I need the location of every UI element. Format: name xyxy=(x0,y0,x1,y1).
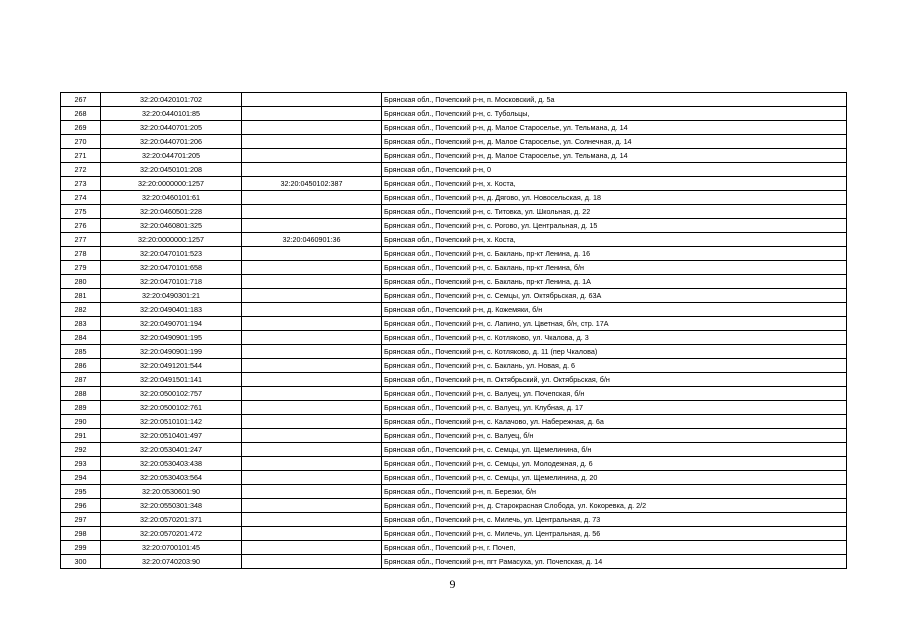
row-number-cell: 281 xyxy=(61,289,101,303)
linked-cadastral-number-cell xyxy=(242,345,382,359)
address-cell: Брянская обл., Почепский р-н, х. Коста, xyxy=(382,233,847,247)
address-cell: Брянская обл., Почепский р-н, с. Баклань, пр-кт Ленина, б/н xyxy=(382,261,847,275)
address-cell: Брянская обл., Почепский р-н, п. Березки, б/н xyxy=(382,485,847,499)
linked-cadastral-number-cell xyxy=(242,149,382,163)
table-row xyxy=(61,541,847,555)
cadastral-number-cell: 32:20:0440101:85 xyxy=(101,107,242,121)
table-row xyxy=(61,359,847,373)
row-number-cell: 288 xyxy=(61,387,101,401)
linked-cadastral-number-cell xyxy=(242,317,382,331)
row-number-cell: 268 xyxy=(61,107,101,121)
registry-table xyxy=(60,92,847,569)
row-number-cell: 292 xyxy=(61,443,101,457)
address-cell: Брянская обл., Почепский р-н, с. Баклань, пр-кт Ленина, д. 1А xyxy=(382,275,847,289)
address-cell: Брянская обл., Почепский р-н, д. Малое Староселье, ул. Тельмана, д. 14 xyxy=(382,149,847,163)
linked-cadastral-number-cell xyxy=(242,205,382,219)
row-number-cell: 285 xyxy=(61,345,101,359)
cadastral-number-cell: 32:20:0490701:194 xyxy=(101,317,242,331)
linked-cadastral-number-cell: 32:20:0450102:387 xyxy=(242,177,382,191)
table-row xyxy=(61,261,847,275)
address-cell: Брянская обл., Почепский р-н, с. Семцы, ул. Октябрьская, д. 63А xyxy=(382,289,847,303)
cadastral-number-cell: 32:20:0000000:1257 xyxy=(101,177,242,191)
linked-cadastral-number-cell xyxy=(242,527,382,541)
address-cell: Брянская обл., Почепский р-н, с. Тубольцы, xyxy=(382,107,847,121)
address-cell: Брянская обл., Почепский р-н, д. Дягово, ул. Новосельская, д. 18 xyxy=(382,191,847,205)
table-row xyxy=(61,513,847,527)
row-number-cell: 267 xyxy=(61,93,101,107)
linked-cadastral-number-cell xyxy=(242,401,382,415)
address-cell: Брянская обл., Почепский р-н, г. Почеп, xyxy=(382,541,847,555)
table-row xyxy=(61,457,847,471)
linked-cadastral-number-cell xyxy=(242,457,382,471)
table-row xyxy=(61,373,847,387)
linked-cadastral-number-cell xyxy=(242,121,382,135)
row-number-cell: 291 xyxy=(61,429,101,443)
address-cell: Брянская обл., Почепский р-н, с. Валуец, б/н xyxy=(382,429,847,443)
row-number-cell: 274 xyxy=(61,191,101,205)
linked-cadastral-number-cell xyxy=(242,541,382,555)
linked-cadastral-number-cell xyxy=(242,499,382,513)
row-number-cell: 271 xyxy=(61,149,101,163)
row-number-cell: 295 xyxy=(61,485,101,499)
linked-cadastral-number-cell xyxy=(242,429,382,443)
cadastral-number-cell: 32:20:0500102:757 xyxy=(101,387,242,401)
table-row xyxy=(61,415,847,429)
table-row xyxy=(61,499,847,513)
linked-cadastral-number-cell xyxy=(242,261,382,275)
linked-cadastral-number-cell xyxy=(242,359,382,373)
row-number-cell: 298 xyxy=(61,527,101,541)
row-number-cell: 284 xyxy=(61,331,101,345)
cadastral-number-cell: 32:20:0530401:247 xyxy=(101,443,242,457)
table-row xyxy=(61,275,847,289)
table-row xyxy=(61,443,847,457)
registry-table-body xyxy=(61,93,847,569)
row-number-cell: 286 xyxy=(61,359,101,373)
row-number-cell: 277 xyxy=(61,233,101,247)
address-cell: Брянская обл., Почепский р-н, с. Лапино, ул. Цветная, б/н, стр. 17А xyxy=(382,317,847,331)
table-row xyxy=(61,471,847,485)
address-cell: Брянская обл., Почепский р-н, д. Старокрасная Слобода, ул. Кокоревка, д. 2/2 xyxy=(382,499,847,513)
cadastral-number-cell: 32:20:0420101:702 xyxy=(101,93,242,107)
address-cell: Брянская обл., Почепский р-н, п. Октябрьский, ул. Октябрьская, б/н xyxy=(382,373,847,387)
row-number-cell: 296 xyxy=(61,499,101,513)
linked-cadastral-number-cell xyxy=(242,443,382,457)
row-number-cell: 278 xyxy=(61,247,101,261)
cadastral-number-cell: 32:20:0491201:544 xyxy=(101,359,242,373)
cadastral-number-cell: 32:20:0490401:183 xyxy=(101,303,242,317)
table-row xyxy=(61,401,847,415)
cadastral-number-cell: 32:20:0470101:658 xyxy=(101,261,242,275)
row-number-cell: 299 xyxy=(61,541,101,555)
table-row xyxy=(61,233,847,247)
table-row xyxy=(61,317,847,331)
row-number-cell: 282 xyxy=(61,303,101,317)
row-number-cell: 272 xyxy=(61,163,101,177)
address-cell: Брянская обл., Почепский р-н, с. Рогово, ул. Центральная, д. 15 xyxy=(382,219,847,233)
table-row xyxy=(61,555,847,569)
cadastral-number-cell: 32:20:0470101:718 xyxy=(101,275,242,289)
address-cell: Брянская обл., Почепский р-н, пгт Рамасуха, ул. Почепская, д. 14 xyxy=(382,555,847,569)
cadastral-number-cell: 32:20:0440701:206 xyxy=(101,135,242,149)
address-cell: Брянская обл., Почепский р-н, с. Семцы, ул. Молодежная, д. 6 xyxy=(382,457,847,471)
cadastral-number-cell: 32:20:0490901:199 xyxy=(101,345,242,359)
table-row xyxy=(61,247,847,261)
row-number-cell: 276 xyxy=(61,219,101,233)
linked-cadastral-number-cell xyxy=(242,303,382,317)
linked-cadastral-number-cell xyxy=(242,331,382,345)
cadastral-number-cell: 32:20:0000000:1257 xyxy=(101,233,242,247)
linked-cadastral-number-cell xyxy=(242,289,382,303)
page-number: 9 xyxy=(449,577,456,591)
table-row xyxy=(61,303,847,317)
linked-cadastral-number-cell xyxy=(242,247,382,261)
linked-cadastral-number-cell xyxy=(242,93,382,107)
linked-cadastral-number-cell: 32:20:0460901:36 xyxy=(242,233,382,247)
table-row xyxy=(61,107,847,121)
cadastral-number-cell: 32:20:0740203:90 xyxy=(101,555,242,569)
table-row xyxy=(61,135,847,149)
row-number-cell: 270 xyxy=(61,135,101,149)
row-number-cell: 294 xyxy=(61,471,101,485)
table-row xyxy=(61,289,847,303)
linked-cadastral-number-cell xyxy=(242,191,382,205)
linked-cadastral-number-cell xyxy=(242,135,382,149)
table-row xyxy=(61,527,847,541)
linked-cadastral-number-cell xyxy=(242,471,382,485)
table-row xyxy=(61,149,847,163)
linked-cadastral-number-cell xyxy=(242,555,382,569)
table-row xyxy=(61,205,847,219)
row-number-cell: 273 xyxy=(61,177,101,191)
address-cell: Брянская обл., Почепский р-н, с. Милечь, ул. Центральная, д. 73 xyxy=(382,513,847,527)
table-row xyxy=(61,177,847,191)
table-row xyxy=(61,163,847,177)
cadastral-number-cell: 32:20:0570201:371 xyxy=(101,513,242,527)
cadastral-number-cell: 32:20:0500102:761 xyxy=(101,401,242,415)
cadastral-number-cell: 32:20:0460501:228 xyxy=(101,205,242,219)
table-row xyxy=(61,345,847,359)
row-number-cell: 300 xyxy=(61,555,101,569)
linked-cadastral-number-cell xyxy=(242,485,382,499)
cadastral-number-cell: 32:20:0510101:142 xyxy=(101,415,242,429)
address-cell: Брянская обл., Почепский р-н, х. Коста, xyxy=(382,177,847,191)
address-cell: Брянская обл., Почепский р-н, с. Котляково, ул. Чкалова, д. 3 xyxy=(382,331,847,345)
table-row xyxy=(61,219,847,233)
address-cell: Брянская обл., Почепский р-н, с. Валуец, ул. Клубная, д. 17 xyxy=(382,401,847,415)
cadastral-number-cell: 32:20:0491501:141 xyxy=(101,373,242,387)
linked-cadastral-number-cell xyxy=(242,163,382,177)
cadastral-number-cell: 32:20:0530601:90 xyxy=(101,485,242,499)
table-row xyxy=(61,429,847,443)
linked-cadastral-number-cell xyxy=(242,373,382,387)
cadastral-number-cell: 32:20:0490901:195 xyxy=(101,331,242,345)
row-number-cell: 269 xyxy=(61,121,101,135)
cadastral-number-cell: 32:20:0530403:438 xyxy=(101,457,242,471)
cadastral-number-cell: 32:20:0530403:564 xyxy=(101,471,242,485)
row-number-cell: 293 xyxy=(61,457,101,471)
linked-cadastral-number-cell xyxy=(242,219,382,233)
address-cell: Брянская обл., Почепский р-н, 0 xyxy=(382,163,847,177)
address-cell: Брянская обл., Почепский р-н, с. Семцы, ул. Щемелинина, д. 20 xyxy=(382,471,847,485)
row-number-cell: 283 xyxy=(61,317,101,331)
address-cell: Брянская обл., Почепский р-н, с. Баклань, ул. Новая, д. 6 xyxy=(382,359,847,373)
cadastral-number-cell: 32:20:0460101:61 xyxy=(101,191,242,205)
linked-cadastral-number-cell xyxy=(242,107,382,121)
linked-cadastral-number-cell xyxy=(242,415,382,429)
address-cell: Брянская обл., Почепский р-н, с. Титовка, ул. Школьная, д. 22 xyxy=(382,205,847,219)
cadastral-number-cell: 32:20:0490301:21 xyxy=(101,289,242,303)
cadastral-number-cell: 32:20:0570201:472 xyxy=(101,527,242,541)
table-row xyxy=(61,191,847,205)
cadastral-number-cell: 32:20:0470101:523 xyxy=(101,247,242,261)
row-number-cell: 280 xyxy=(61,275,101,289)
table-row xyxy=(61,331,847,345)
table-row xyxy=(61,93,847,107)
address-cell: Брянская обл., Почепский р-н, с. Валуец, ул. Почепская, б/н xyxy=(382,387,847,401)
cadastral-number-cell: 32:20:0510401:497 xyxy=(101,429,242,443)
row-number-cell: 289 xyxy=(61,401,101,415)
row-number-cell: 287 xyxy=(61,373,101,387)
address-cell: Брянская обл., Почепский р-н, с. Калачово, ул. Набережная, д. 6а xyxy=(382,415,847,429)
table-row xyxy=(61,485,847,499)
table-row xyxy=(61,387,847,401)
address-cell: Брянская обл., Почепский р-н, с. Милечь, ул. Центральная, д. 56 xyxy=(382,527,847,541)
row-number-cell: 297 xyxy=(61,513,101,527)
table-row xyxy=(61,121,847,135)
row-number-cell: 275 xyxy=(61,205,101,219)
cadastral-number-cell: 32:20:044701:205 xyxy=(101,149,242,163)
linked-cadastral-number-cell xyxy=(242,387,382,401)
address-cell: Брянская обл., Почепский р-н, с. Семцы, ул. Щемелинина, б/н xyxy=(382,443,847,457)
row-number-cell: 290 xyxy=(61,415,101,429)
address-cell: Брянская обл., Почепский р-н, с. Котляково, д. 11 (пер Чкалова) xyxy=(382,345,847,359)
address-cell: Брянская обл., Почепский р-н, д. Малое Староселье, ул. Солнечная, д. 14 xyxy=(382,135,847,149)
row-number-cell: 279 xyxy=(61,261,101,275)
cadastral-number-cell: 32:20:0440701:205 xyxy=(101,121,242,135)
linked-cadastral-number-cell xyxy=(242,513,382,527)
cadastral-number-cell: 32:20:0450101:208 xyxy=(101,163,242,177)
address-cell: Брянская обл., Почепский р-н, п. Московский, д. 5а xyxy=(382,93,847,107)
address-cell: Брянская обл., Почепский р-н, с. Баклань, пр-кт Ленина, д. 16 xyxy=(382,247,847,261)
linked-cadastral-number-cell xyxy=(242,275,382,289)
address-cell: Брянская обл., Почепский р-н, д. Кожемяки, б/н xyxy=(382,303,847,317)
cadastral-number-cell: 32:20:0700101:45 xyxy=(101,541,242,555)
address-cell: Брянская обл., Почепский р-н, д. Малое Староселье, ул. Тельмана, д. 14 xyxy=(382,121,847,135)
cadastral-number-cell: 32:20:0460801:325 xyxy=(101,219,242,233)
cadastral-number-cell: 32:20:0550301:348 xyxy=(101,499,242,513)
